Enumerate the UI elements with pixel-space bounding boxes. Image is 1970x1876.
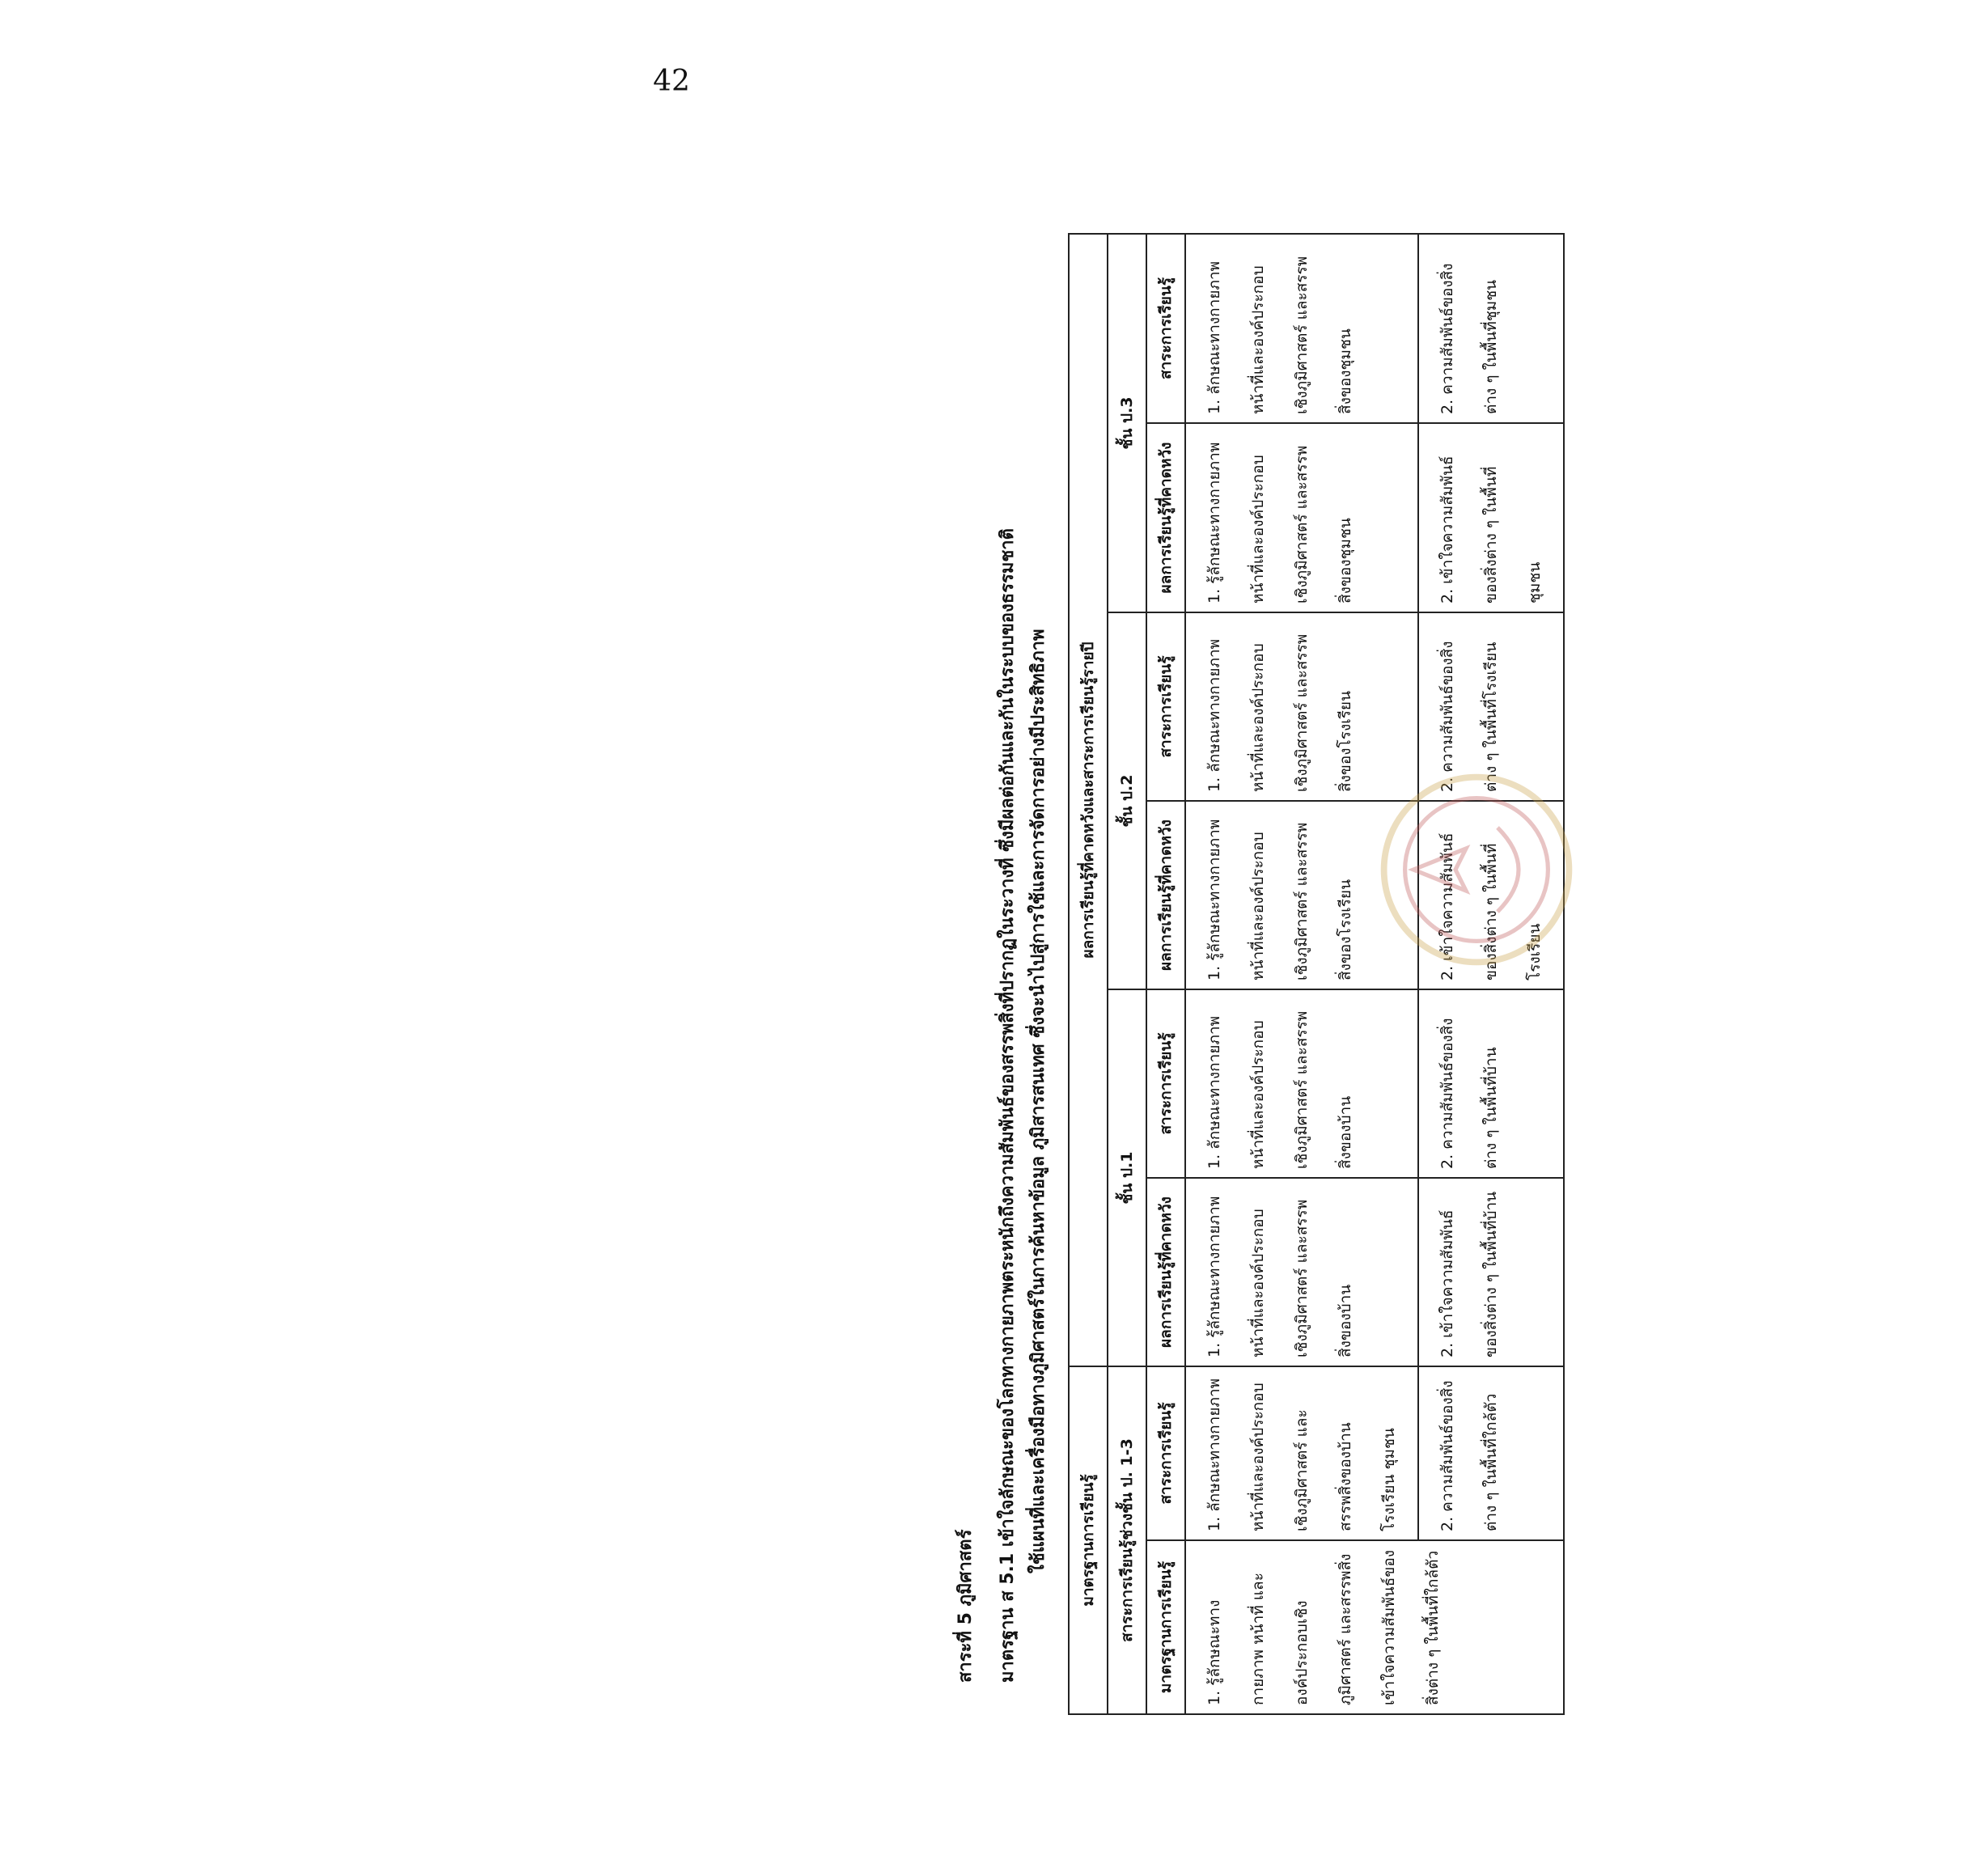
- header-grade-p1: ชั้น ป.1: [1108, 989, 1146, 1366]
- page-number: 42: [653, 65, 690, 98]
- header-grade-p2: ชั้น ป.2: [1108, 612, 1146, 989]
- standard-cell: 1. รู้ลักษณะทางกายภาพ หน้าที่ และองค์ประกอบเชิงภูมิศาสตร์ และสรรพสิ่ง เข้าใจความสัมพันธ์ของสิ่งต่าง ๆ ในพื้นที่ใกล้ตัว: [1185, 1540, 1564, 1714]
- col-header-p1-content: สาระการเรียนรู้: [1146, 989, 1185, 1178]
- p3-content-cell: 1. ลักษณะทางกายภาพ หน้าที่และองค์ประกอบเชิงภูมิศาสตร์ และสรรพสิ่งของชุมชน: [1185, 234, 1418, 423]
- col-header-p3-content: สาระการเรียนรู้: [1146, 234, 1185, 423]
- emblem-watermark-icon: [1371, 764, 1582, 975]
- header-row-3: [1146, 234, 1185, 1714]
- p1-content-cell: 2. ความสัมพันธ์ของสิ่งต่าง ๆ ในพื้นที่บ้าน: [1418, 989, 1564, 1178]
- p2-outcome-cell: 2. เข้าใจความสัมพันธ์ของสิ่งต่าง ๆ ในพื้นที่โรงเรียน: [1418, 801, 1564, 989]
- p3-content-cell: 2. ความสัมพันธ์ของสิ่งต่าง ๆ ในพื้นที่ชุมชน: [1418, 234, 1564, 423]
- standard-heading: มาตรฐาน ส 5.1 เข้าใจลักษณะของโลกทางกายภาพตระหนักถึงความสัมพันธ์ของสรรพสิ่งที่ปรากฏในระวางที่ ซึ่งมีผลต่อกันและกันในระบบของธรรมชาติ: [998, 528, 1018, 1683]
- p1-outcome-cell: 2. เข้าใจความสัมพันธ์ของสิ่งต่าง ๆ ในพื้นที่บ้าน: [1418, 1178, 1564, 1366]
- p1-content-cell: 1. ลักษณะทางกายภาพ หน้าที่และองค์ประกอบเชิงภูมิศาสตร์ และสรรพสิ่งของบ้าน: [1185, 989, 1418, 1178]
- header-standards-group: มาตรฐานการเรียนรู้: [1069, 1366, 1108, 1714]
- standard-heading-cont: ใช้แผนที่และเครื่องมือทางภูมิศาสตร์ในการค้นหาข้อมูล ภูมิสารสนเทศ ซึ่งจะนำไปสู่การใช้และการจัดการอย่างมีประสิทธิภาพ: [1028, 629, 1049, 1573]
- header-row-2: [1108, 234, 1146, 1714]
- strand-heading: สาระที่ 5 ภูมิศาสตร์: [955, 1529, 976, 1683]
- header-grade-p3: ชั้น ป.3: [1108, 234, 1146, 612]
- col-header-core: สาระการเรียนรู้: [1146, 1366, 1185, 1540]
- p2-outcome-cell: 1. รู้ลักษณะทางกายภาพ หน้าที่และองค์ประกอบเชิงภูมิศาสตร์ และสรรพสิ่งของโรงเรียน: [1185, 801, 1418, 989]
- p1-outcome-cell: 1. รู้ลักษณะทางกายภาพ หน้าที่และองค์ประกอบเชิงภูมิศาสตร์ และสรรพสิ่งของบ้าน: [1185, 1178, 1418, 1366]
- header-row-1: [1069, 234, 1108, 1714]
- col-header-p1-outcome: ผลการเรียนรู้ที่คาดหวัง: [1146, 1178, 1185, 1366]
- p2-content-cell: 1. ลักษณะทางกายภาพ หน้าที่และองค์ประกอบเชิงภูมิศาสตร์ และสรรพสิ่งของโรงเรียน: [1185, 612, 1418, 801]
- col-header-standard: มาตรฐานการเรียนรู้: [1146, 1540, 1185, 1714]
- p3-outcome-cell: 2. เข้าใจความสัมพันธ์ของสิ่งต่าง ๆ ในพื้นที่ชุมชน: [1418, 423, 1564, 612]
- p3-outcome-cell: 1. รู้ลักษณะทางกายภาพ หน้าที่และองค์ประกอบเชิงภูมิศาสตร์ และสรรพสิ่งของชุมชน: [1185, 423, 1418, 612]
- rotated-content: [918, 170, 1970, 1788]
- col-header-p2-content: สาระการเรียนรู้: [1146, 612, 1185, 801]
- p2-content-cell: 2. ความสัมพันธ์ของสิ่งต่าง ๆ ในพื้นที่โรงเรียน: [1418, 612, 1564, 801]
- col-header-p3-outcome: ผลการเรียนรู้ที่คาดหวัง: [1146, 423, 1185, 612]
- header-core-span: สาระการเรียนรู้ช่วงชั้น ป. 1-3: [1108, 1366, 1146, 1714]
- col-header-p2-outcome: ผลการเรียนรู้ที่คาดหวัง: [1146, 801, 1185, 989]
- header-expected-group: ผลการเรียนรู้ที่คาดหวังและสาระการเรียนรู้รายปี: [1069, 234, 1108, 1366]
- core-cell: 1. ลักษณะทางกายภาพ หน้าที่และองค์ประกอบเชิงภูมิศาสตร์ และสรรพสิ่งของบ้าน โรงเรียน ชุมชน: [1185, 1366, 1418, 1540]
- core-cell: 2. ความสัมพันธ์ของสิ่งต่าง ๆ ในพื้นที่ใกล้ตัว: [1418, 1366, 1564, 1540]
